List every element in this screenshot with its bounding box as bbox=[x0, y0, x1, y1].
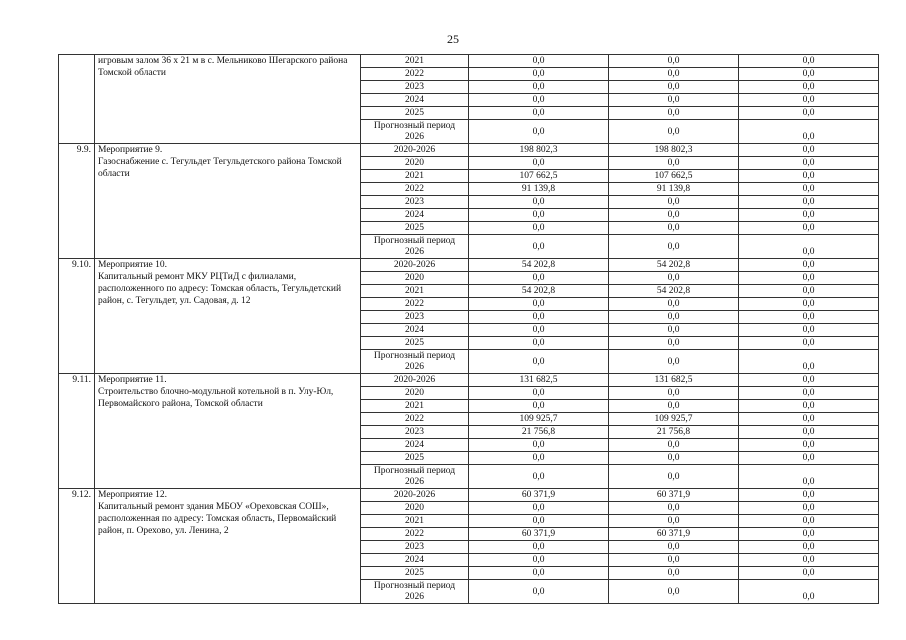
measure-description: игровым залом 36 х 21 м в с. Мельниково Шегарского района Томской области bbox=[95, 55, 361, 144]
value-total: 0,0 bbox=[469, 298, 609, 311]
forecast-period-cell bbox=[361, 235, 469, 259]
value-other: 0,0 bbox=[739, 235, 879, 259]
year-cell: 2025 bbox=[361, 337, 469, 350]
value-other: 0,0 bbox=[739, 157, 879, 170]
value-total: 0,0 bbox=[469, 68, 609, 81]
measure-description: Мероприятие 9. Газоснабжение с. Тегульдет Тегульдетского района Томской области bbox=[95, 144, 361, 259]
year-cell: 2021 bbox=[361, 55, 469, 68]
value-total: 109 925,7 bbox=[469, 413, 609, 426]
value-other: 0,0 bbox=[739, 107, 879, 120]
value-regional: 60 371,9 bbox=[609, 528, 739, 541]
year-cell: 2021 bbox=[361, 170, 469, 183]
value-other: 0,0 bbox=[739, 209, 879, 222]
year-cell: 2020-2026 bbox=[361, 144, 469, 157]
value-regional: 0,0 bbox=[609, 337, 739, 350]
value-regional: 0,0 bbox=[609, 196, 739, 209]
year-cell: 2021 bbox=[361, 400, 469, 413]
value-total: 0,0 bbox=[469, 350, 609, 374]
year-cell: 2020 bbox=[361, 272, 469, 285]
forecast-period-cell bbox=[361, 465, 469, 489]
value-regional: 0,0 bbox=[609, 68, 739, 81]
value-total: 0,0 bbox=[469, 541, 609, 554]
value-regional: 0,0 bbox=[609, 465, 739, 489]
forecast-year: 2026 bbox=[405, 131, 424, 142]
value-other: 0,0 bbox=[739, 567, 879, 580]
value-other: 0,0 bbox=[739, 272, 879, 285]
value-regional: 0,0 bbox=[609, 350, 739, 374]
value-regional: 0,0 bbox=[609, 235, 739, 259]
value-other: 0,0 bbox=[739, 374, 879, 387]
value-total: 60 371,9 bbox=[469, 489, 609, 502]
value-total: 0,0 bbox=[469, 502, 609, 515]
value-other: 0,0 bbox=[739, 55, 879, 68]
forecast-label: Прогнозный период bbox=[373, 466, 456, 476]
value-other: 0,0 bbox=[739, 554, 879, 567]
year-cell: 2024 bbox=[361, 554, 469, 567]
value-total: 0,0 bbox=[469, 107, 609, 120]
value-other: 0,0 bbox=[739, 541, 879, 554]
table-row bbox=[59, 144, 879, 157]
value-total: 107 662,5 bbox=[469, 170, 609, 183]
value-regional: 0,0 bbox=[609, 554, 739, 567]
table-row bbox=[59, 374, 879, 387]
value-regional: 131 682,5 bbox=[609, 374, 739, 387]
value-other: 0,0 bbox=[739, 502, 879, 515]
forecast-label: Прогнозный период bbox=[373, 121, 456, 131]
value-total: 0,0 bbox=[469, 452, 609, 465]
value-regional: 0,0 bbox=[609, 580, 739, 604]
measure-number: 9.11. bbox=[59, 374, 95, 489]
value-total: 0,0 bbox=[469, 387, 609, 400]
year-cell: 2025 bbox=[361, 107, 469, 120]
value-regional: 0,0 bbox=[609, 81, 739, 94]
year-cell: 2024 bbox=[361, 324, 469, 337]
value-other: 0,0 bbox=[739, 515, 879, 528]
value-total: 0,0 bbox=[469, 209, 609, 222]
value-regional: 54 202,8 bbox=[609, 285, 739, 298]
value-other: 0,0 bbox=[739, 426, 879, 439]
value-total: 0,0 bbox=[469, 94, 609, 107]
value-regional: 0,0 bbox=[609, 387, 739, 400]
value-regional: 0,0 bbox=[609, 452, 739, 465]
measure-description: Мероприятие 12. Капитальный ремонт здания МБОУ «Ореховская СОШ», расположенная по адресу: Томская область, Первомайский район, п. Орехово, ул. Ленина, 2 bbox=[95, 489, 361, 604]
year-cell: 2025 bbox=[361, 222, 469, 235]
measure-number: 9.9. bbox=[59, 144, 95, 259]
value-other: 0,0 bbox=[739, 259, 879, 272]
value-regional: 54 202,8 bbox=[609, 259, 739, 272]
value-total: 0,0 bbox=[469, 196, 609, 209]
value-total: 0,0 bbox=[469, 272, 609, 285]
year-cell: 2024 bbox=[361, 439, 469, 452]
value-other: 0,0 bbox=[739, 387, 879, 400]
year-cell: 2020 bbox=[361, 157, 469, 170]
value-regional: 198 802,3 bbox=[609, 144, 739, 157]
value-regional: 60 371,9 bbox=[609, 489, 739, 502]
value-regional: 0,0 bbox=[609, 311, 739, 324]
value-total: 54 202,8 bbox=[469, 285, 609, 298]
year-cell: 2023 bbox=[361, 196, 469, 209]
value-total: 0,0 bbox=[469, 222, 609, 235]
page-number: 25 bbox=[447, 32, 459, 46]
value-other: 0,0 bbox=[739, 144, 879, 157]
year-cell: 2021 bbox=[361, 285, 469, 298]
year-cell: 2022 bbox=[361, 528, 469, 541]
value-regional: 109 925,7 bbox=[609, 413, 739, 426]
value-regional: 0,0 bbox=[609, 120, 739, 144]
year-cell: 2023 bbox=[361, 541, 469, 554]
year-cell: 2024 bbox=[361, 209, 469, 222]
forecast-period-cell bbox=[361, 350, 469, 374]
measure-number: 9.12. bbox=[59, 489, 95, 604]
value-total: 0,0 bbox=[469, 337, 609, 350]
year-cell: 2025 bbox=[361, 452, 469, 465]
value-total: 0,0 bbox=[469, 400, 609, 413]
year-cell: 2022 bbox=[361, 183, 469, 196]
value-total: 0,0 bbox=[469, 324, 609, 337]
value-regional: 0,0 bbox=[609, 567, 739, 580]
value-total: 131 682,5 bbox=[469, 374, 609, 387]
year-cell: 2020 bbox=[361, 502, 469, 515]
year-cell: 2022 bbox=[361, 68, 469, 81]
value-regional: 0,0 bbox=[609, 298, 739, 311]
value-other: 0,0 bbox=[739, 222, 879, 235]
value-other: 0,0 bbox=[739, 196, 879, 209]
year-cell: 2020-2026 bbox=[361, 374, 469, 387]
value-regional: 0,0 bbox=[609, 157, 739, 170]
value-total: 198 802,3 bbox=[469, 144, 609, 157]
value-other: 0,0 bbox=[739, 580, 879, 604]
value-regional: 0,0 bbox=[609, 400, 739, 413]
value-total: 60 371,9 bbox=[469, 528, 609, 541]
value-regional: 0,0 bbox=[609, 324, 739, 337]
value-total: 0,0 bbox=[469, 81, 609, 94]
value-other: 0,0 bbox=[739, 94, 879, 107]
value-total: 91 139,8 bbox=[469, 183, 609, 196]
value-other: 0,0 bbox=[739, 400, 879, 413]
value-total: 54 202,8 bbox=[469, 259, 609, 272]
measure-number bbox=[59, 55, 95, 144]
year-cell: 2022 bbox=[361, 298, 469, 311]
measure-number: 9.10. bbox=[59, 259, 95, 374]
value-total: 0,0 bbox=[469, 465, 609, 489]
value-other: 0,0 bbox=[739, 68, 879, 81]
value-regional: 0,0 bbox=[609, 541, 739, 554]
table-row bbox=[59, 55, 879, 68]
year-cell: 2020-2026 bbox=[361, 489, 469, 502]
year-cell: 2025 bbox=[361, 567, 469, 580]
value-regional: 91 139,8 bbox=[609, 183, 739, 196]
year-cell: 2021 bbox=[361, 515, 469, 528]
value-total: 0,0 bbox=[469, 120, 609, 144]
value-total: 0,0 bbox=[469, 580, 609, 604]
table-row bbox=[59, 259, 879, 272]
value-other: 0,0 bbox=[739, 120, 879, 144]
year-cell: 2023 bbox=[361, 81, 469, 94]
forecast-period-cell bbox=[361, 120, 469, 144]
value-regional: 21 756,8 bbox=[609, 426, 739, 439]
value-total: 0,0 bbox=[469, 55, 609, 68]
value-regional: 0,0 bbox=[609, 272, 739, 285]
value-regional: 0,0 bbox=[609, 209, 739, 222]
value-total: 0,0 bbox=[469, 311, 609, 324]
value-total: 0,0 bbox=[469, 567, 609, 580]
year-cell: 2022 bbox=[361, 413, 469, 426]
value-total: 0,0 bbox=[469, 157, 609, 170]
value-regional: 0,0 bbox=[609, 94, 739, 107]
year-cell: 2023 bbox=[361, 426, 469, 439]
measure-description: Мероприятие 10. Капитальный ремонт МКУ РЦТиД с филиалами, расположенного по адресу: Томская область, Тегульдетский район, с. Тегульдет, ул. Садовая, д. 12 bbox=[95, 259, 361, 374]
value-other: 0,0 bbox=[739, 465, 879, 489]
value-total: 21 756,8 bbox=[469, 426, 609, 439]
year-cell: 2023 bbox=[361, 311, 469, 324]
value-total: 0,0 bbox=[469, 515, 609, 528]
value-other: 0,0 bbox=[739, 350, 879, 374]
value-regional: 0,0 bbox=[609, 222, 739, 235]
value-other: 0,0 bbox=[739, 170, 879, 183]
measure-description: Мероприятие 11. Строительство блочно-модульной котельной в п. Улу-Юл, Первомайского района, Томской области bbox=[95, 374, 361, 489]
value-total: 0,0 bbox=[469, 235, 609, 259]
year-cell: 2020-2026 bbox=[361, 259, 469, 272]
value-regional: 107 662,5 bbox=[609, 170, 739, 183]
forecast-label: Прогнозный период bbox=[373, 351, 456, 361]
table-row bbox=[59, 489, 879, 502]
value-other: 0,0 bbox=[739, 439, 879, 452]
year-cell: 2024 bbox=[361, 94, 469, 107]
value-other: 0,0 bbox=[739, 311, 879, 324]
forecast-year: 2026 bbox=[405, 361, 424, 372]
value-total: 0,0 bbox=[469, 554, 609, 567]
value-regional: 0,0 bbox=[609, 515, 739, 528]
value-regional: 0,0 bbox=[609, 107, 739, 120]
value-other: 0,0 bbox=[739, 413, 879, 426]
value-other: 0,0 bbox=[739, 183, 879, 196]
value-total: 0,0 bbox=[469, 439, 609, 452]
year-cell: 2020 bbox=[361, 387, 469, 400]
value-other: 0,0 bbox=[739, 324, 879, 337]
forecast-year: 2026 bbox=[405, 591, 424, 602]
value-regional: 0,0 bbox=[609, 502, 739, 515]
value-other: 0,0 bbox=[739, 489, 879, 502]
forecast-period-cell bbox=[361, 580, 469, 604]
value-regional: 0,0 bbox=[609, 55, 739, 68]
value-other: 0,0 bbox=[739, 528, 879, 541]
funding-table bbox=[58, 54, 879, 604]
value-regional: 0,0 bbox=[609, 439, 739, 452]
forecast-year: 2026 bbox=[405, 476, 424, 487]
value-other: 0,0 bbox=[739, 337, 879, 350]
forecast-label: Прогнозный период bbox=[373, 236, 456, 246]
value-other: 0,0 bbox=[739, 285, 879, 298]
value-other: 0,0 bbox=[739, 81, 879, 94]
forecast-year: 2026 bbox=[405, 246, 424, 257]
forecast-label: Прогнозный период bbox=[373, 581, 456, 591]
value-other: 0,0 bbox=[739, 298, 879, 311]
value-other: 0,0 bbox=[739, 452, 879, 465]
